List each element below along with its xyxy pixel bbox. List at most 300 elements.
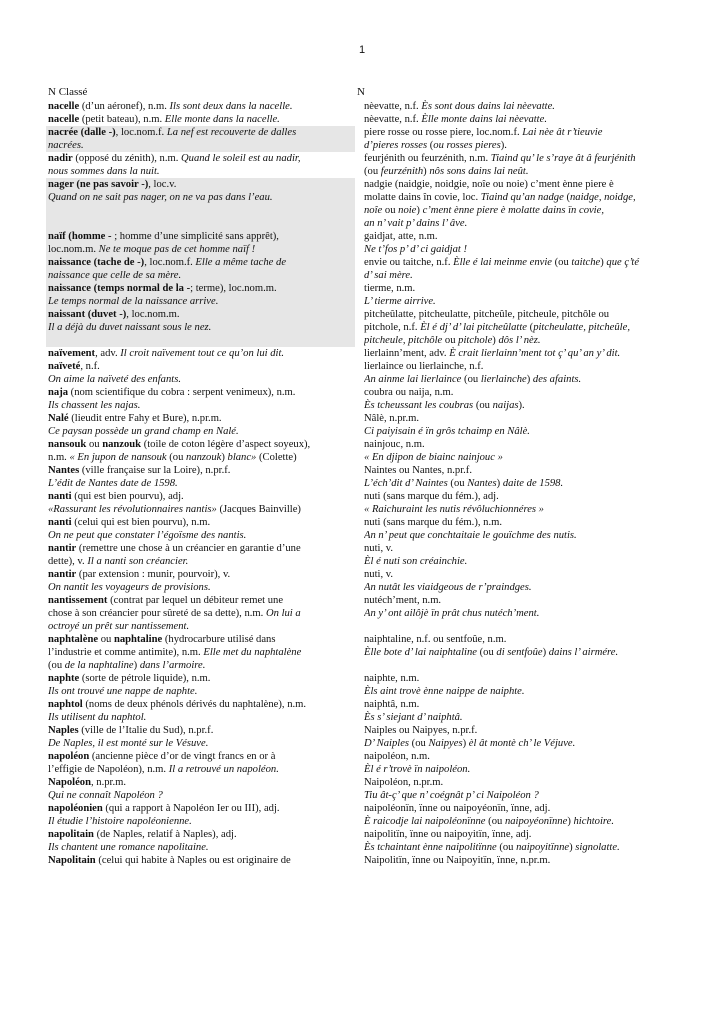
text-run: lierlaince ou lierlainche, n.f.: [364, 361, 484, 372]
text-run: (qui a rapport à Napoléon Ier ou III), adj.: [102, 803, 280, 814]
text-run: nanti: [48, 491, 72, 502]
text-line: [364, 191, 680, 204]
dictionary-entry: [46, 386, 680, 412]
text-run: Naples: [48, 725, 79, 736]
text-run: ou: [86, 439, 103, 450]
patois-translation: [355, 100, 680, 113]
patois-translation: [355, 438, 680, 464]
patois-translation: [355, 750, 680, 776]
text-line: [48, 815, 353, 828]
text-line: [364, 308, 680, 321]
text-run: An nutât les viaidgeous de r’praindges.: [364, 582, 532, 593]
text-run: naiphte, n.m.: [364, 673, 420, 684]
text-run: , loc.nom.f.: [115, 127, 167, 138]
french-definition: [46, 568, 355, 594]
text-run: taitche: [571, 257, 601, 268]
text-line: [48, 451, 353, 464]
text-run: ): [133, 660, 140, 671]
text-run: (ou: [461, 374, 481, 385]
text-line: [48, 620, 353, 633]
patois-translation: [355, 672, 680, 698]
text-line: [364, 594, 680, 607]
text-run: An ainme lai lierlaince: [364, 374, 462, 385]
text-line: [48, 191, 353, 204]
text-run: (ou: [364, 166, 381, 177]
text-run: dôs l’ nèz.: [498, 335, 541, 346]
text-run: L’ tierme airrive.: [364, 296, 436, 307]
text-line: [48, 516, 353, 529]
text-run: pitchole: [458, 335, 493, 346]
text-line: [364, 529, 680, 542]
text-run: nanzouk: [186, 452, 222, 463]
text-run: ): [567, 816, 574, 827]
text-run: naphtaline: [113, 634, 163, 645]
text-run: ): [600, 257, 607, 268]
text-line: [364, 321, 680, 334]
text-run: (noms de deux phénols dérivés du naphtalène), n.m.: [82, 699, 307, 710]
patois-translation: [355, 490, 680, 516]
text-run: Naipyes: [428, 738, 463, 749]
text-run: Ils chantent une romance napolitaine.: [48, 842, 209, 853]
patois-translation: [355, 776, 680, 802]
text-line: [364, 750, 680, 763]
text-run: pitcheûlatte, pitcheulatte, pitcheûle, pitcheule, pitchôle ou: [364, 309, 610, 320]
text-line: [48, 828, 353, 841]
text-line: [364, 581, 680, 594]
text-line: [364, 425, 680, 438]
text-run: feurjénith ou feurzénith, n.m.: [364, 153, 491, 164]
french-definition: [46, 490, 355, 516]
text-run: ou rosses pieres: [433, 140, 501, 151]
dictionary-entry: [46, 178, 680, 230]
text-run: loc.nom.m.: [48, 244, 99, 255]
patois-translation: [355, 113, 680, 126]
patois-translation: [355, 594, 680, 633]
dictionary-entry: [46, 594, 680, 633]
text-line: [48, 386, 353, 399]
text-run: Il a déjà du duvet naissant sous le nez.: [48, 322, 212, 333]
text-line: [48, 672, 353, 685]
dictionary-entry: [46, 698, 680, 724]
text-line: [48, 100, 353, 113]
text-run: ): [221, 452, 228, 463]
text-run: « Raichuraint les nutis révôluchionnéres »: [364, 504, 544, 515]
text-run: naipoléonïn, ïnne ou naipoyéonïn, ïnne, adj.: [364, 803, 551, 814]
text-run: piere rosse ou rosse piere, loc.nom.f.: [364, 127, 523, 138]
text-run: Naiples ou Naipyes, n.pr.f.: [364, 725, 478, 736]
text-run: nanti: [48, 517, 72, 528]
text-line: [48, 477, 353, 490]
text-run: , adv.: [95, 348, 121, 359]
dictionary-entry: [46, 802, 680, 828]
text-run: c’ment ènne piere è molatte dains ïn covie,: [422, 205, 604, 216]
text-line: [364, 295, 680, 308]
text-run: (lieudit entre Fahy et Bure), n.pr.m.: [68, 413, 222, 424]
text-run: È crait lierlainn’ment tot ç’ qu’ an y’ dit.: [449, 348, 621, 359]
text-run: nuti, v.: [364, 543, 394, 554]
text-run: Ès tcheussant les coubras: [364, 400, 474, 411]
patois-translation: [355, 282, 680, 308]
text-run: nantissement: [48, 595, 108, 606]
text-run: pitcheulatte, pitcheûle,: [533, 322, 630, 333]
text-run: (celui qui habite à Naples ou est originaire de: [95, 855, 291, 866]
text-line: [48, 113, 353, 126]
text-run: On lui a: [265, 608, 301, 619]
text-run: On aime la naïveté des enfants.: [48, 374, 181, 385]
text-run: (toile de coton légère d’aspect soyeux),: [141, 439, 311, 450]
text-run: Ne te moque pas de cet homme naïf !: [98, 244, 256, 255]
text-run: Naintes ou Nantes, n.pr.f.: [364, 465, 472, 476]
text-line: [48, 529, 353, 542]
text-run: Il croit naïvement tout ce qu’on lui dit.: [120, 348, 285, 359]
french-definition: [46, 672, 355, 698]
text-run: Tiu ât-ç’ que n’ coégnât p’ ci Naipoléon ?: [364, 790, 539, 801]
french-definition: [46, 724, 355, 750]
text-line: [364, 412, 680, 425]
text-line: [48, 503, 353, 516]
text-run: ): [492, 335, 499, 346]
patois-translation: [355, 412, 680, 438]
text-run: (ou: [551, 257, 572, 268]
text-line: [48, 568, 353, 581]
text-line: [48, 542, 353, 555]
dictionary-entry: [46, 633, 680, 672]
text-run: (ancienne pièce d’or de vingt francs en or à: [89, 751, 276, 762]
french-definition: [46, 308, 355, 347]
text-line: [364, 633, 680, 646]
text-run: (ou: [48, 660, 65, 671]
text-run: naiphtâ, n.m.: [364, 699, 420, 710]
text-line: [48, 802, 353, 815]
text-run: Ès s’ siejant d’ naiphtâ.: [364, 712, 463, 723]
text-run: Èl é nuti son créainchie.: [364, 556, 468, 567]
patois-translation: [355, 386, 680, 412]
text-run: ): [542, 647, 549, 658]
text-run: coubra ou naija, n.m.: [364, 387, 454, 398]
text-line: [48, 308, 353, 321]
dictionary-entry: [46, 776, 680, 802]
text-line: [364, 100, 680, 113]
text-run: Napoléon: [48, 777, 91, 788]
text-run: blanc»: [227, 452, 257, 463]
text-run: èl ât montè ch’ le Véjuve.: [468, 738, 576, 749]
text-run: naipoyéonïnne: [504, 816, 568, 827]
text-run: nacrée (dalle -): [48, 127, 116, 138]
text-run: , n.pr.m.: [90, 777, 127, 788]
patois-translation: [355, 464, 680, 490]
dictionary-entry: [46, 113, 680, 126]
text-run: On ne peut que constater l’égoïsme des nantis.: [48, 530, 247, 541]
text-run: (d’un aéronef), n.m.: [79, 101, 170, 112]
text-run: (ou: [447, 478, 468, 489]
dictionary-entry: [46, 412, 680, 438]
text-run: (de Naples, relatif à Naples), adj.: [93, 829, 237, 840]
patois-translation: [355, 256, 680, 282]
text-run: (contrat par lequel un débiteur remet une: [107, 595, 284, 606]
text-line: [364, 672, 680, 685]
text-line: [364, 711, 680, 724]
text-run: (sorte de pétrole liquide), n.m.: [79, 673, 211, 684]
text-run: On nantit les voyageurs de provisions.: [48, 582, 211, 593]
text-line: [364, 490, 680, 503]
dictionary-entry: [46, 230, 680, 256]
text-line: [364, 503, 680, 516]
text-line: [364, 204, 680, 217]
text-line: [364, 828, 680, 841]
text-run: pitcheule, pitchôle: [364, 335, 443, 346]
text-line: [48, 295, 353, 308]
dictionary-entry: [46, 464, 680, 490]
text-run: nous sommes dans la nuit.: [48, 166, 160, 177]
text-run: Ils ont trouvé une nappe de naphte.: [48, 686, 198, 697]
patois-translation: [355, 698, 680, 724]
text-run: nuti (sans marque du fém.), adj.: [364, 491, 499, 502]
text-line: [48, 321, 353, 334]
dictionary-entry: [46, 854, 680, 867]
text-line: [48, 581, 353, 594]
text-run: Ils chassent les najas.: [48, 400, 141, 411]
patois-translation: [355, 724, 680, 750]
french-definition: [46, 230, 355, 256]
text-run: dans l’armoire.: [139, 660, 206, 671]
text-line: [364, 438, 680, 451]
text-line: [364, 646, 680, 659]
text-line: [364, 724, 680, 737]
text-line: [364, 152, 680, 165]
dictionary-entry: [46, 542, 680, 568]
text-run: l’effigie de Napoléon), n.m.: [48, 764, 169, 775]
text-run: Ils sont deux dans la nacelle.: [169, 101, 293, 112]
text-run: nadgie (naidgie, noidgie, noîe ou noie) c’ment ènne piere è: [364, 179, 614, 190]
text-line: [48, 269, 353, 282]
text-line: [48, 152, 353, 165]
text-run: naissance que celle de sa mère.: [48, 270, 182, 281]
text-line: [48, 464, 353, 477]
text-line: [364, 360, 680, 373]
text-line: [48, 555, 353, 568]
text-run: nantir: [48, 569, 77, 580]
text-run: dette), v.: [48, 556, 88, 567]
text-run: Il a nanti son créancier.: [87, 556, 189, 567]
french-definition: [46, 854, 355, 867]
text-line: [364, 802, 680, 815]
text-run: Nâlè, n.pr.m.: [364, 413, 420, 424]
patois-translation: [355, 828, 680, 854]
text-run: signolatte.: [575, 842, 620, 853]
text-line: [48, 256, 353, 269]
text-line: [48, 230, 353, 243]
text-run: ; homme d’une simplicité sans apprêt),: [114, 231, 279, 242]
text-run: Èls aint trovè ènne naippe de naiphte.: [364, 686, 525, 697]
text-run: Qui ne connaît Napoléon ?: [48, 790, 163, 801]
dictionary-entry: [46, 152, 680, 178]
text-run: Il a retrouvé un napoléon.: [168, 764, 279, 775]
french-definition: [46, 828, 355, 854]
text-run: naphte: [48, 673, 80, 684]
text-line: [364, 230, 680, 243]
text-line: [364, 789, 680, 802]
patois-translation: [355, 308, 680, 347]
french-definition: [46, 113, 355, 126]
text-run: lierlainche: [480, 374, 527, 385]
text-run: L’éch’dit d’ Naintes: [364, 478, 448, 489]
text-run: molatte dains în covie, loc.: [364, 192, 481, 203]
text-run: (: [427, 140, 434, 151]
text-run: Elle a même tache de: [195, 257, 287, 268]
text-line: [48, 737, 353, 750]
text-run: (nom scientifique du cobra : serpent venimeux), n.m.: [68, 387, 296, 398]
text-run: L’édit de Nantes date de 1598.: [48, 478, 178, 489]
french-definition: [46, 256, 355, 282]
text-run: Ès sont dous dains lai nèevatte.: [421, 101, 555, 112]
text-run: ): [462, 738, 469, 749]
text-line: [364, 477, 680, 490]
text-run: nansouk: [48, 439, 87, 450]
text-line: [364, 139, 680, 152]
text-line: [364, 854, 680, 867]
text-run: (hydrocarbure utilisé dans: [162, 634, 276, 645]
text-line: [48, 776, 353, 789]
text-run: napolitain: [48, 829, 94, 840]
text-run: Le temps normal de la naissance arrive.: [48, 296, 219, 307]
text-run: ; terme), loc.nom.m.: [190, 283, 277, 294]
text-run: Naipoléon, n.pr.m.: [364, 777, 444, 788]
text-run: (ou: [496, 842, 517, 853]
text-line: [364, 256, 680, 269]
text-run: (: [563, 192, 570, 203]
text-run: naipolitïn, ïnne ou naipoyitïn, ïnne, adj.: [364, 829, 532, 840]
text-run: , n.f.: [80, 361, 100, 372]
text-run: , loc.nom.f.: [144, 257, 196, 268]
french-definition: [46, 776, 355, 802]
text-run: noie: [398, 205, 417, 216]
text-run: naijas: [492, 400, 519, 411]
text-run: (petit bateau), n.m.: [79, 114, 165, 125]
french-definition: [46, 802, 355, 828]
text-run: Quand on ne sait pas nager, on ne va pas dans l’eau.: [48, 192, 273, 203]
text-line: [364, 282, 680, 295]
french-definition: [46, 464, 355, 490]
text-run: lierlainn’ment, adv.: [364, 348, 450, 359]
text-line: [364, 685, 680, 698]
text-line: [48, 243, 353, 256]
text-run: feurzénith: [380, 166, 424, 177]
text-run: « En jupon de nansouk: [69, 452, 167, 463]
text-run: (qui est bien pourvu), adj.: [71, 491, 184, 502]
text-run: que ç’té: [606, 257, 640, 268]
dictionary-entry: [46, 516, 680, 542]
text-line: [48, 763, 353, 776]
text-run: ): [416, 205, 423, 216]
text-run: Nantes: [467, 478, 497, 489]
text-run: nainjouc, n.m.: [364, 439, 425, 450]
text-run: (ou: [476, 647, 497, 658]
text-run: È raicodje lai naipoléonïnne: [364, 816, 486, 827]
text-run: ): [569, 842, 576, 853]
text-run: naissant (duvet -): [48, 309, 127, 320]
text-line: [364, 763, 680, 776]
text-run: Naipolitïn, ïnne ou Naipoyitïn, ïnne, n.pr.m.: [364, 855, 551, 866]
text-run: Ne t’fos p’ d’ ci gaidjat !: [364, 244, 467, 255]
text-run: an n’ vait p’ dains l’ âve.: [364, 218, 468, 229]
text-run: Èlle bote d’ lai naiphtaline: [364, 647, 477, 658]
text-run: tierme, n.m.: [364, 283, 416, 294]
text-run: nadir: [48, 153, 73, 164]
text-line: [364, 165, 680, 178]
text-line: [48, 399, 353, 412]
text-line: [364, 126, 680, 139]
french-definition: [46, 750, 355, 776]
dictionary-entry: [46, 282, 680, 308]
text-run: « En djipon de biainc nainjouc »: [364, 452, 503, 463]
text-run: naïf (homme -: [48, 231, 115, 242]
text-line: [48, 646, 353, 659]
page-number: 1: [358, 44, 366, 56]
text-run: n.m.: [48, 452, 70, 463]
text-run: Èlle monte dains lai nèevatte.: [421, 114, 547, 125]
text-run: (par extension : munir, pourvoir), v.: [76, 569, 231, 580]
text-run: (Jacques Bainville): [216, 504, 301, 515]
text-run: ou: [98, 634, 114, 645]
text-run: nacelle: [48, 114, 80, 125]
text-line: [48, 165, 353, 178]
text-run: Nantes: [48, 465, 80, 476]
french-definition: [46, 360, 355, 386]
french-definition: [46, 516, 355, 542]
french-definition: [46, 698, 355, 724]
text-line: [48, 373, 353, 386]
text-line: [48, 633, 353, 646]
text-run: Elle met du naphtalène: [203, 647, 302, 658]
text-run: naphtalène: [48, 634, 99, 645]
text-run: naissance (temps normal de la -: [48, 283, 191, 294]
text-line: [364, 178, 680, 191]
french-definition: [46, 282, 355, 308]
text-run: gaidjat, atte, n.m.: [364, 231, 438, 242]
dictionary-entry: [46, 126, 680, 152]
text-run: (Colette): [256, 452, 297, 463]
dictionary-entry: [46, 360, 680, 386]
text-line: [48, 750, 353, 763]
text-run: Il étudie l’histoire napoléonienne.: [48, 816, 192, 827]
text-run: de la naphtaline: [64, 660, 134, 671]
french-definition: [46, 126, 355, 152]
text-line: [364, 607, 680, 620]
text-run: (ville de l’Italie du Sud), n.pr.f.: [78, 725, 214, 736]
text-run: D’ Naiples: [364, 738, 410, 749]
text-run: noîe: [364, 205, 383, 216]
patois-translation: [355, 347, 680, 360]
text-run: Ils utilisent du naphtol.: [48, 712, 147, 723]
text-run: nutéch’ment, n.m.: [364, 595, 442, 606]
text-run: (remettre une chose à un créancier en garantie d’une: [76, 543, 301, 554]
text-line: [364, 555, 680, 568]
french-definition: [46, 347, 355, 360]
text-line: [48, 607, 353, 620]
text-line: [364, 347, 680, 360]
text-run: ): [526, 374, 533, 385]
text-line: [48, 685, 353, 698]
text-line: [48, 490, 353, 503]
text-line: [48, 412, 353, 425]
text-line: [48, 724, 353, 737]
patois-translation: [355, 178, 680, 230]
dictionary-entry: [46, 750, 680, 776]
french-definition: [46, 152, 355, 178]
text-line: [364, 334, 680, 347]
text-line: [48, 698, 353, 711]
french-column-header: N Classé: [48, 86, 88, 98]
